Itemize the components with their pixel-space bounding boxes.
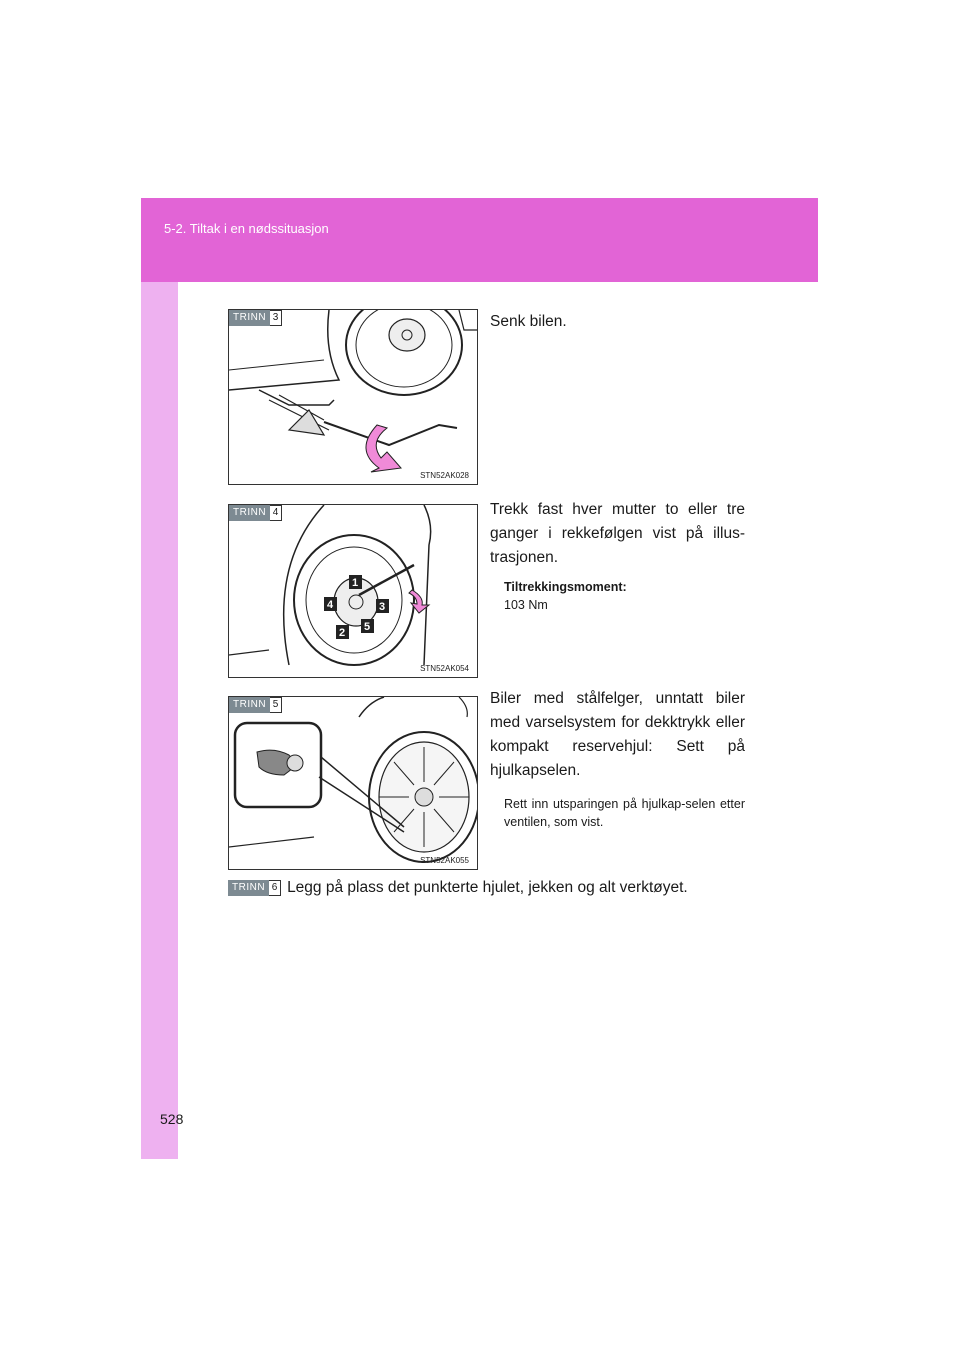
figure-step-3 — [228, 309, 478, 485]
figure-code: STN52AK054 — [420, 664, 469, 673]
step-word: TRINN — [229, 697, 270, 713]
figure-step-4 — [228, 504, 478, 678]
torque-label: Tiltrekkingsmoment: — [504, 580, 627, 594]
step-number: 5 — [270, 697, 282, 713]
step-number: 3 — [270, 310, 282, 326]
callout-4: 4 — [327, 599, 334, 611]
callout-5: 5 — [364, 621, 371, 633]
step-6 — [228, 878, 688, 898]
step-word: TRINN — [228, 880, 269, 896]
step-number: 4 — [270, 505, 282, 521]
figure-code: STN52AK028 — [420, 471, 469, 480]
callout-2: 2 — [339, 627, 346, 639]
callout-3: 3 — [379, 601, 386, 613]
header-band — [141, 198, 818, 282]
figure-step-5 — [228, 696, 478, 870]
step-5-text: Biler med stålfelger, unntatt biler med varselsystem for dekktrykk eller kompakt reservehjul: Sett på hjulkapselen. — [490, 690, 745, 779]
step-4-note — [504, 578, 745, 614]
step-5-note: Rett inn utsparingen på hjulkap-selen etter ventilen, som vist. — [504, 797, 745, 829]
page-number: 528 — [160, 1111, 184, 1127]
step-3-text: Senk bilen. — [490, 313, 567, 330]
jack-lowering-illustration — [229, 310, 477, 484]
step-badge — [228, 880, 281, 896]
hubcap-illustration — [229, 697, 477, 869]
step-number: 6 — [269, 880, 281, 896]
rotation-arrow — [366, 425, 401, 472]
section-title: 5-2. Tiltak i en nødssituasjon — [164, 221, 329, 236]
step-4-text: Trekk fast hver mutter to eller tre ganger i rekkefølgen vist på illus-trasjonen. — [490, 501, 745, 566]
side-band — [141, 282, 178, 1159]
callout-1: 1 — [352, 577, 359, 589]
step-word: TRINN — [229, 310, 270, 326]
torque-value: 103 Nm — [504, 598, 548, 612]
figure-code: STN52AK055 — [420, 856, 469, 865]
wheel-nut-tightening-illustration — [229, 505, 477, 677]
step-6-text: Legg på plass det punkterte hjulet, jekken og alt verktøyet. — [287, 879, 688, 896]
step-badge — [229, 310, 282, 326]
step-word: TRINN — [229, 505, 270, 521]
step-badge — [229, 505, 282, 521]
step-badge — [229, 697, 282, 713]
